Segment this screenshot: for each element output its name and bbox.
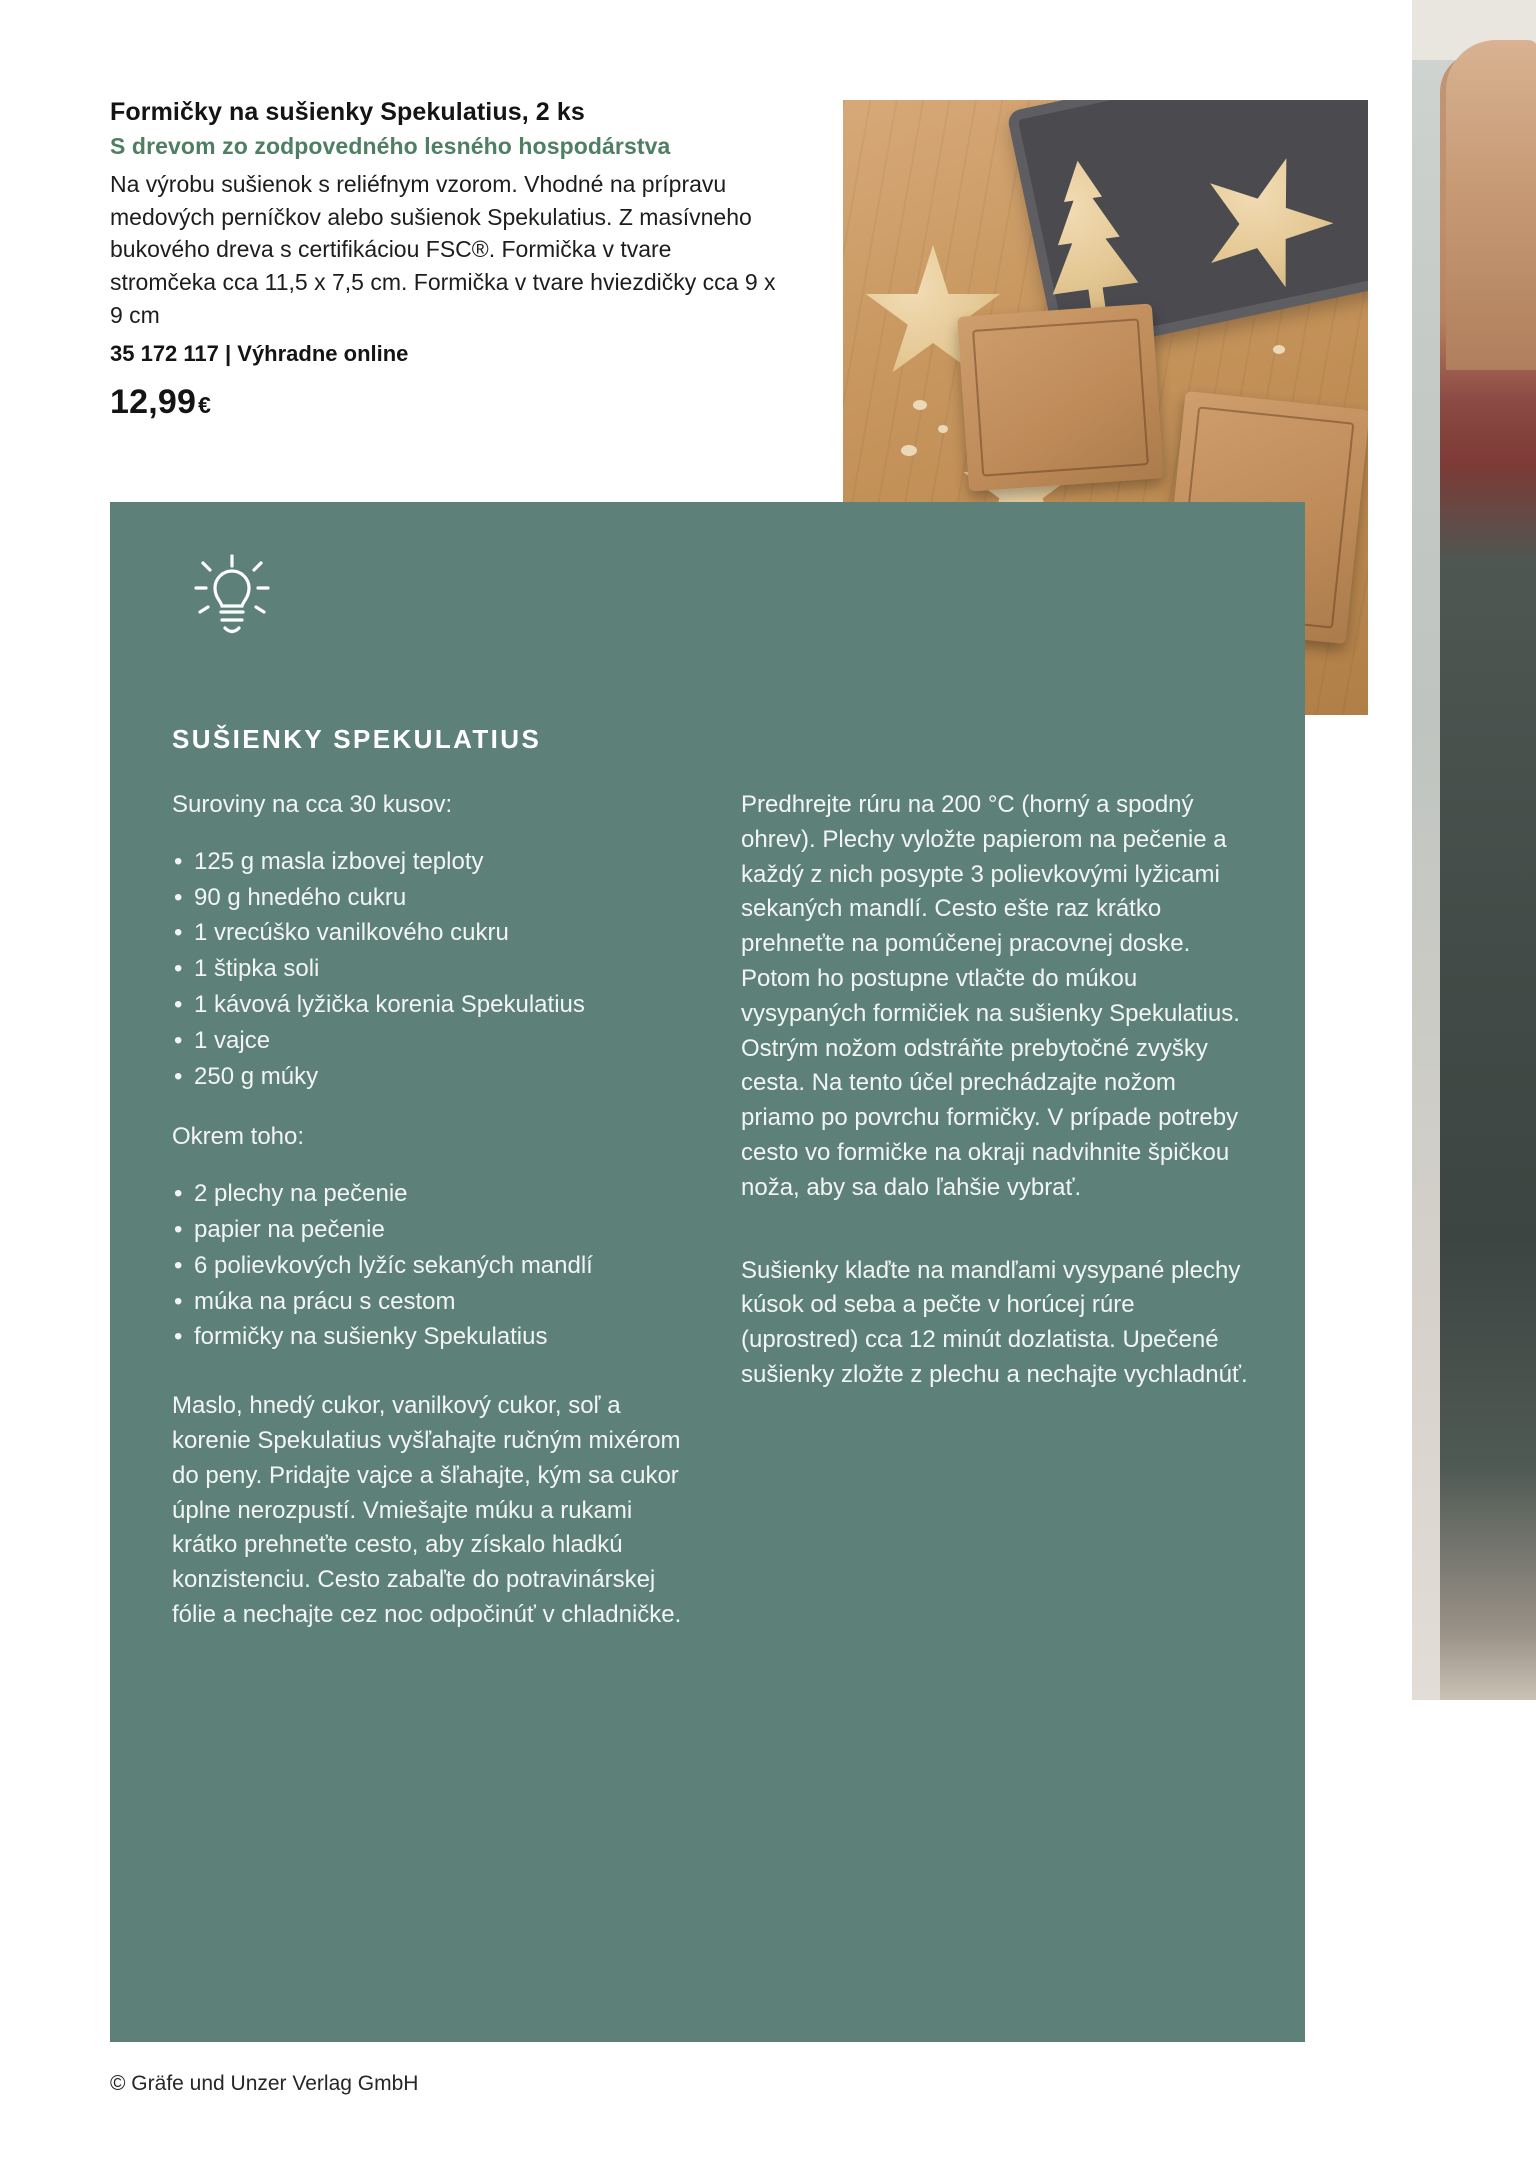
recipe-column-left	[172, 788, 683, 1633]
product-price	[110, 383, 800, 422]
list-item: • 1 štipka soli	[172, 952, 683, 987]
product-description: Na výrobu sušienok s reliéfnym vzorom. Vhodné na prípravu medových perníčkov alebo sušienok Spekulatius. Z masívneho bukového dreva s certifikáciou FSC®. Formička v tvare stromčeka cca 11,5 x 7,5 cm. Formička v tvare hviezdičky cca 9 x 9 cm	[110, 171, 776, 328]
lightbulb-icon	[172, 550, 292, 670]
photo-mold-engraving-star	[972, 318, 1149, 476]
product-sustainability-note: S drevom zo zodpovedného lesného hospodárstva	[110, 133, 671, 159]
list-item: • 1 kávová lyžička korenia Spekulatius	[172, 988, 683, 1023]
ingredients-label: Suroviny na cca 30 kusov:	[172, 791, 453, 818]
list-item: • 90 g hnedého cukru	[172, 881, 683, 916]
recipe-heading: SUŠIENKY SPEKULATIUS	[172, 724, 542, 754]
side-photo-strip	[1412, 0, 1536, 1700]
product-info	[110, 98, 800, 422]
product-title: Formičky na sušienky Spekulatius, 2 ks	[110, 98, 585, 126]
list-item: • múka na prácu s cestom	[172, 1285, 683, 1320]
extras-label: Okrem toho:	[172, 1123, 305, 1151]
list-item: • papier na pečenie	[172, 1213, 683, 1248]
recipe-steps-right-2: Sušienky klaďte na mandľami vysypané plechy kúsok od seba a pečte v horúcej rúre (uprostred) cca 12 minút dozlatista. Upečené sušienky zložte z plechu a nechajte vychladnúť.	[741, 1256, 1248, 1388]
recipe-panel	[110, 502, 1305, 2042]
photo-crumb	[901, 445, 917, 456]
list-item: • 1 vrecúško vanilkového cukru	[172, 916, 683, 951]
photo-crumb	[913, 400, 927, 410]
list-item: • 2 plechy na pečenie	[172, 1177, 683, 1212]
recipe-steps-left: Maslo, hnedý cukor, vanilkový cukor, soľ a korenie Spekulatius vyšľahajte ručným mixérom do peny. Pridajte vajce a šľahajte, kým sa cukor úplne nerozpustí. Vmiešajte múku a rukami krátko prehneťte cesto, aby získalo hladkú konzistenciu. Cesto zabaľte do potravinárskej fólie a nechajte cez noc odpočinúť v chladničke.	[172, 1392, 682, 1628]
ingredients-list	[172, 845, 683, 1095]
side-photo-hair	[1446, 40, 1536, 370]
extras-list	[172, 1177, 683, 1355]
copyright-notice: © Gräfe und Unzer Verlag GmbH	[110, 2072, 419, 2095]
product-price-value: 12,99	[110, 383, 197, 422]
recipe-column-right	[741, 788, 1252, 1633]
list-item: • formičky na sušienky Spekulatius	[172, 1320, 683, 1355]
product-article-number: 35 172 117 | Výhradne online	[110, 341, 409, 367]
photo-cookie-mold-star	[957, 303, 1164, 491]
list-item: • 125 g masla izbovej teploty	[172, 845, 683, 880]
product-price-currency: €	[198, 392, 212, 419]
list-item: • 1 vajce	[172, 1024, 683, 1059]
list-item: • 6 polievkových lyžíc sekaných mandlí	[172, 1249, 683, 1284]
recipe-columns	[172, 788, 1252, 1633]
photo-crumb	[1273, 345, 1285, 354]
photo-crumb	[938, 425, 948, 433]
list-item: • 250 g múky	[172, 1060, 683, 1095]
recipe-steps-right-1: Predhrejte rúru na 200 °C (horný a spodný ohrev). Plechy vyložte papierom na pečenie a každý z nich posypte 3 polievkovými lyžicami sekaných mandlí. Cesto ešte raz krátko prehneťte na pomúčenej pracovnej doske. Potom ho postupne vtlačte do múkou vysypaných formičiek na sušienky Spekulatius. Ostrým nožom odstráňte prebytočné zvyšky cesta. Na tento účel prechádzajte nožom priamo po povrchu formičky. V prípade potreby cesto vo formičke na okraji nadvihnite špičkou noža, aby sa dalo ľahšie vybrať.	[741, 791, 1240, 1201]
